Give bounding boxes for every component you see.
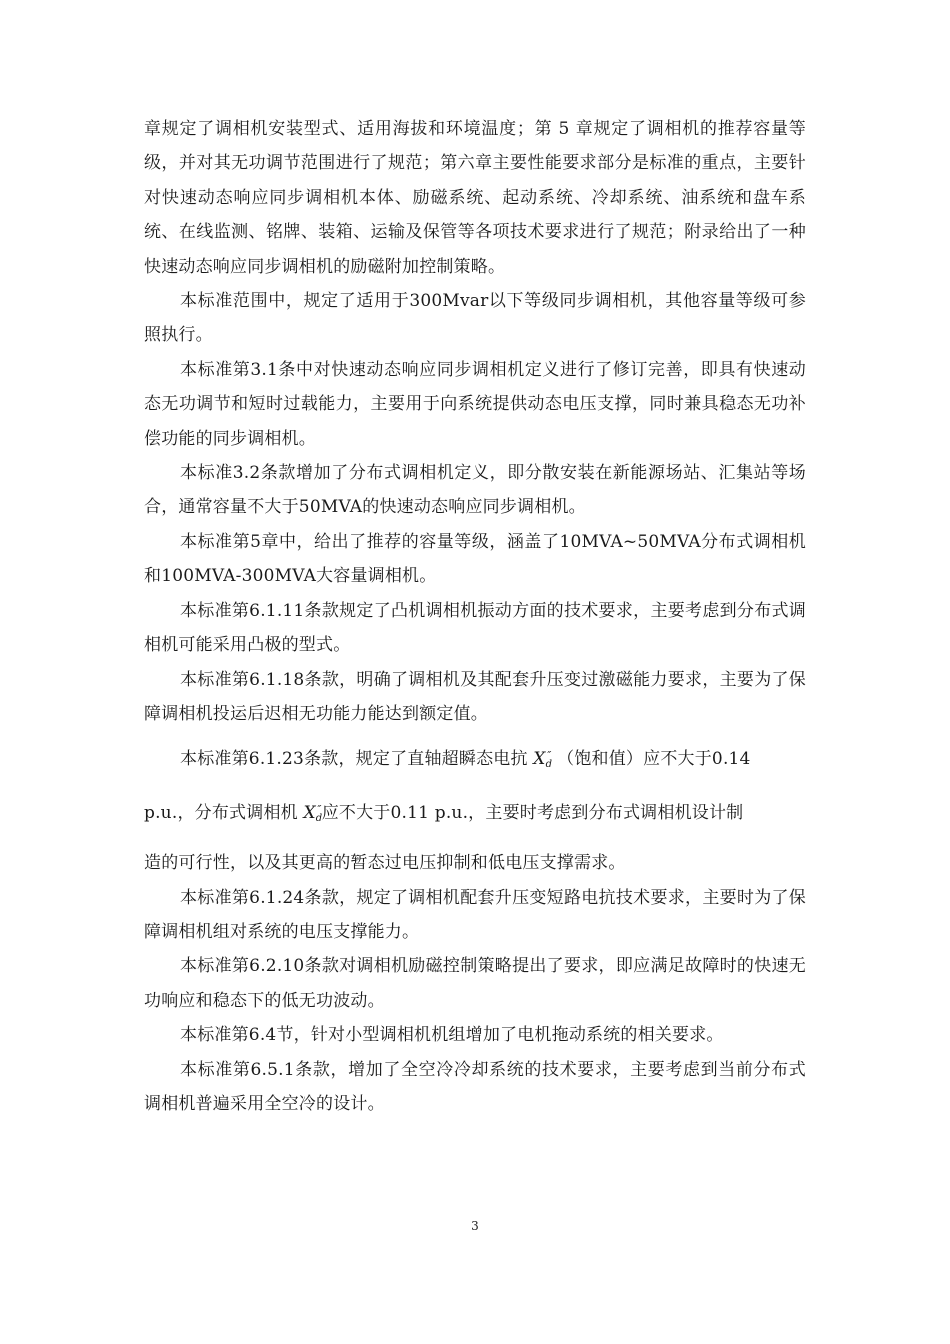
reactance-text-3: p.u.，分布式调相机	[144, 802, 298, 823]
reactance-line-1	[144, 739, 806, 782]
paragraph-6-2-10: 本标准第6.2.10条款对调相机励磁控制策略提出了要求，即应满足故障时的快速无功响应和稳态下的低无功波动。	[144, 956, 806, 1011]
reactance-text-1: 本标准第6.1.23条款，规定了直轴超瞬态电抗	[180, 749, 528, 770]
symbol-subscript: d	[545, 759, 553, 771]
paragraph-definition-3-2: 本标准3.2条款增加了分布式调相机定义，即分散安装在新能源场站、汇集站等场合，通常容量不大于50MVA的快速动态响应同步调相机。	[144, 463, 806, 518]
page-number: 3	[471, 1219, 479, 1233]
paragraph-scope: 本标准范围中，规定了适用于300Mvar以下等级同步调相机，其他容量等级可参照执行。	[144, 291, 806, 346]
paragraph-6-4: 本标准第6.4节，针对小型调相机机组增加了电机拖动系统的相关要求。	[180, 1025, 724, 1046]
reactance-text-4: 应不大于0.11 p.u.，主要时考虑到分布式调相机设计制	[321, 802, 744, 823]
paragraph-chapter-overview: 章规定了调相机安装型式、适用海拔和环境温度；第 5 章规定了调相机的推荐容量等级，并对其无功调节范围进行了规范；第六章主要性能要求部分是标准的重点，主要针对快速动态响应同步调相机本体、励磁系统、起动系统、冷却系统、油系统和盘车系统、在线监测、铭牌、装箱、运输及保管等各项技术要求进行了规范；附录给出了一种快速动态响应同步调相机的励磁附加控制策略。	[144, 119, 806, 277]
symbol-superscript-2: ″	[317, 802, 322, 816]
reactance-symbol-distributed	[303, 803, 321, 823]
symbol-base: X	[533, 749, 546, 770]
reactance-line-3: 造的可行性，以及其更高的暂态过电压抑制和低电压支撑需求。	[144, 853, 626, 874]
document-body	[144, 112, 806, 1121]
paragraph-6-5-1: 本标准第6.5.1条款，增加了全空冷冷却系统的技术要求，主要考虑到当前分布式调相机普遍采用全空冷的设计。	[144, 1059, 806, 1114]
paragraph-definition-3-1: 本标准第3.1条中对快速动态响应同步调相机定义进行了修订完善，即具有快速动态无功调节和短时过载能力，主要用于向系统提供动态电压支撑，同时兼具稳态无功补偿功能的同步调相机。	[144, 359, 806, 449]
paragraph-6-1-24: 本标准第6.1.24条款，规定了调相机配套升压变短路电抗技术要求，主要时为了保障调相机组对系统的电压支撑能力。	[144, 887, 806, 942]
paragraph-6-1-11: 本标准第6.1.11条款规定了凸机调相机振动方面的技术要求，主要考虑到分布式调相机可能采用凸极的型式。	[144, 600, 806, 656]
symbol-superscript: ″	[547, 749, 552, 763]
paragraph-6-1-18: 本标准第6.1.18条款，明确了调相机及其配套升压变过激磁能力要求，主要为了保障调相机投运后迟相无功能力能达到额定值。	[144, 669, 806, 724]
symbol-base-2: X	[303, 802, 316, 823]
paragraph-chapter-5: 本标准第5章中，给出了推荐的容量等级，涵盖了10MVA~50MVA分布式调相机和100MVA-300MVA大容量调相机。	[144, 531, 806, 587]
paragraph-6-1-23	[144, 739, 806, 880]
reactance-line-2	[144, 793, 806, 836]
reactance-text-2: （饱和值）应不大于0.14	[557, 749, 751, 770]
symbol-subscript-2: d	[315, 812, 323, 824]
reactance-symbol-direct-axis	[533, 749, 551, 769]
